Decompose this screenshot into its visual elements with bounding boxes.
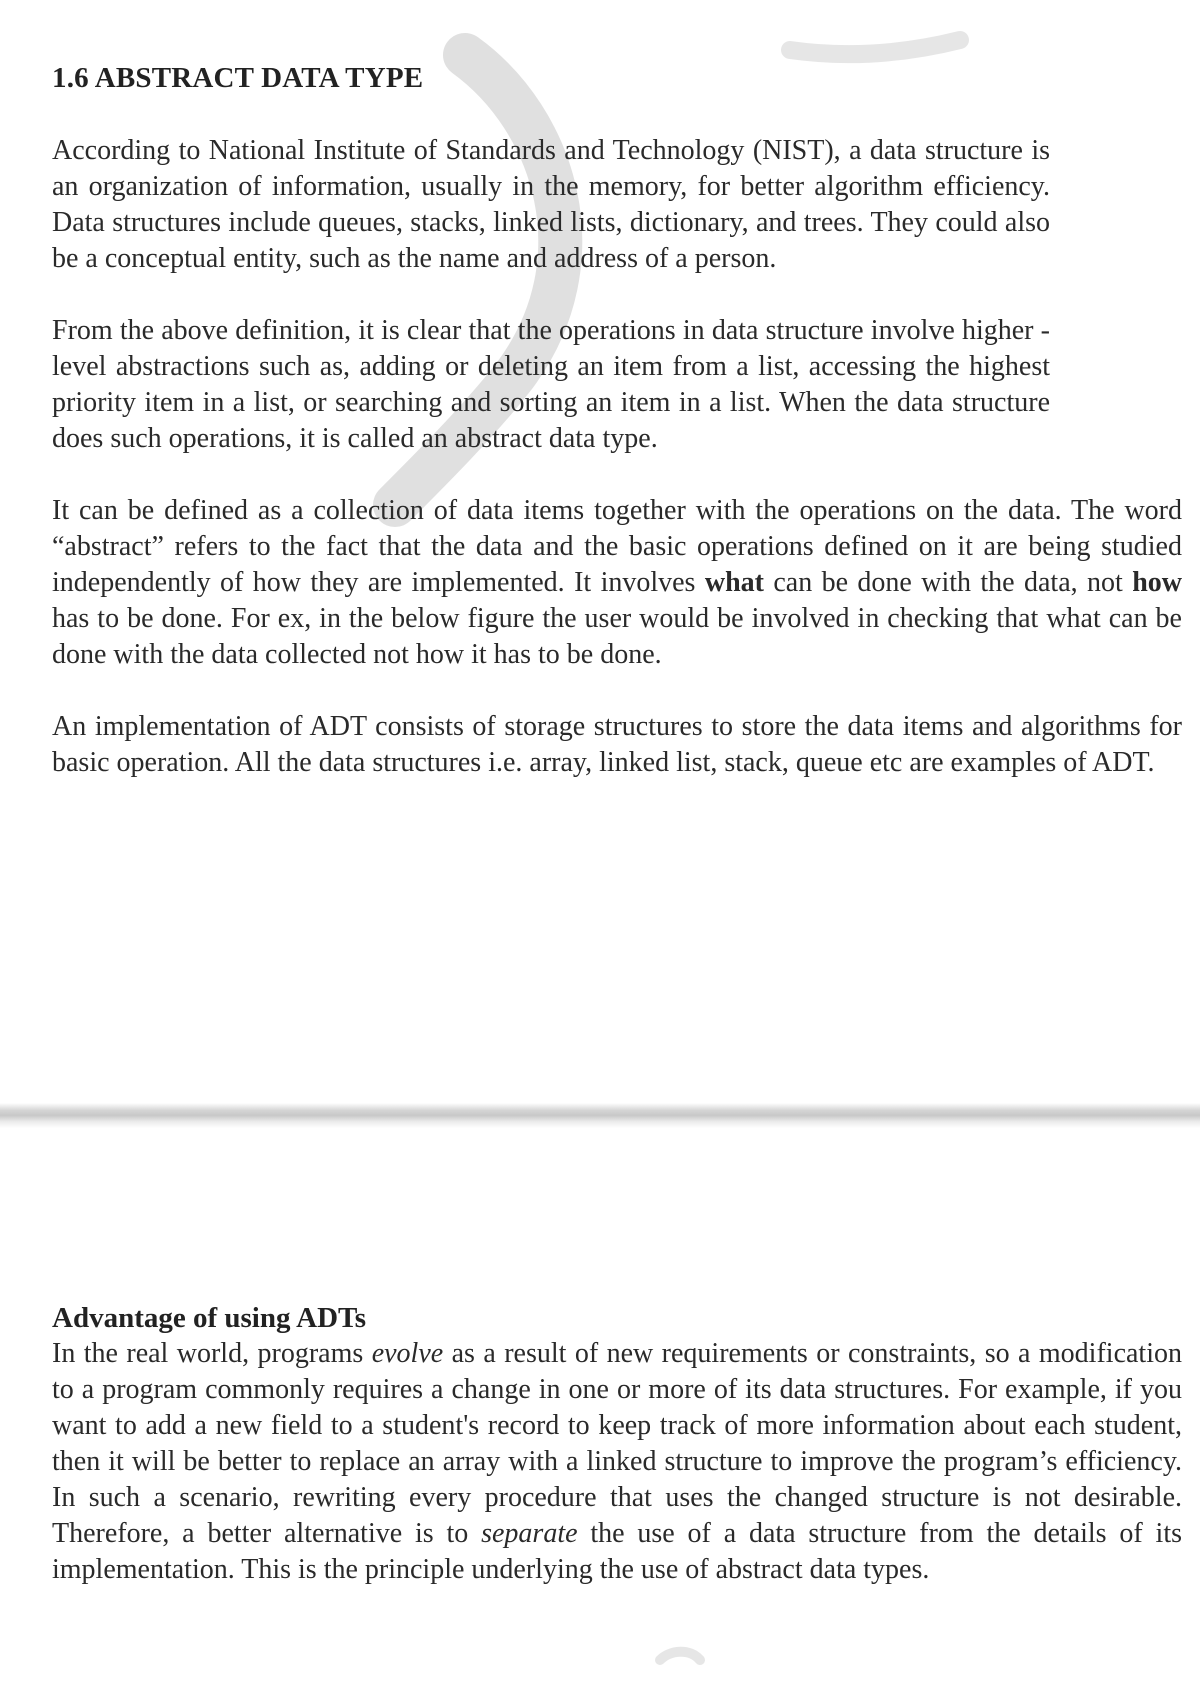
text-run: has to be done. For ex, in the below figure the user would be involved in checking that what can be done with the data collected not how it has to be done. [52,603,1182,670]
text-run: as a result of new requirements or constraints, so a modification to a program commonly requires a change in one or more of its data structures. For example, if you want to add a new field to a student's record to keep track of more information about each student, then it will be better to replace an array with a linked structure to improve the program’s efficiency. In such a scenario, rewriting every procedure that uses the changed structure is not desirable. Therefore, a better alternative is to [52,1338,1182,1549]
page-bottom [52,1300,1182,1588]
page-top [52,62,1182,781]
page-separator [0,1103,1200,1128]
italic-word-separate: separate [481,1518,578,1549]
paragraph-implementation: An implementation of ADT consists of storage structures to store the data items and algorithms for basic operation. All the data structures i.e. array, linked list, stack, queue etc are examples of ADT. [52,711,1182,778]
text-run: the use of a data structure from the details of its implementation. This is the principle underlying the use of abstract data types. [52,1518,1182,1585]
section-heading: 1.6 ABSTRACT DATA TYPE [52,62,424,94]
text-run: It can be defined as a collection of data items together with the operations on the data. The word “abstract” refers to the fact that the data and the basic operations defined on it are being studied independently of how they are implemented. It involves [52,495,1182,598]
paragraph-collection [52,493,1182,673]
text-run: In the real world, programs [52,1338,372,1369]
advantage-heading: Advantage of using ADTs [52,1302,366,1334]
paragraph-nist-definition: According to National Institute of Standards and Technology (NIST), a data structure is an organization of information, usually in the memory, for better algorithm efficiency. Data structures include queues, stacks, linked lists, dictionary, and trees. They could also be a conceptual entity, such as the name and address of a person. [52,135,1050,274]
text-run: can be done with the data, not [763,567,1133,598]
bold-word-what: what [704,567,764,598]
bold-word-how: how [1132,567,1182,598]
paragraph-operations: From the above definition, it is clear that the operations in data structure involve higher -level abstractions such as, adding or deleting an item from a list, accessing the highest priority item in a list, or searching and sorting an item in a list. When the data structure does such operations, it is called an abstract data type. [52,315,1050,454]
paragraph-advantage [52,1336,1182,1588]
italic-word-evolve: evolve [371,1338,444,1369]
